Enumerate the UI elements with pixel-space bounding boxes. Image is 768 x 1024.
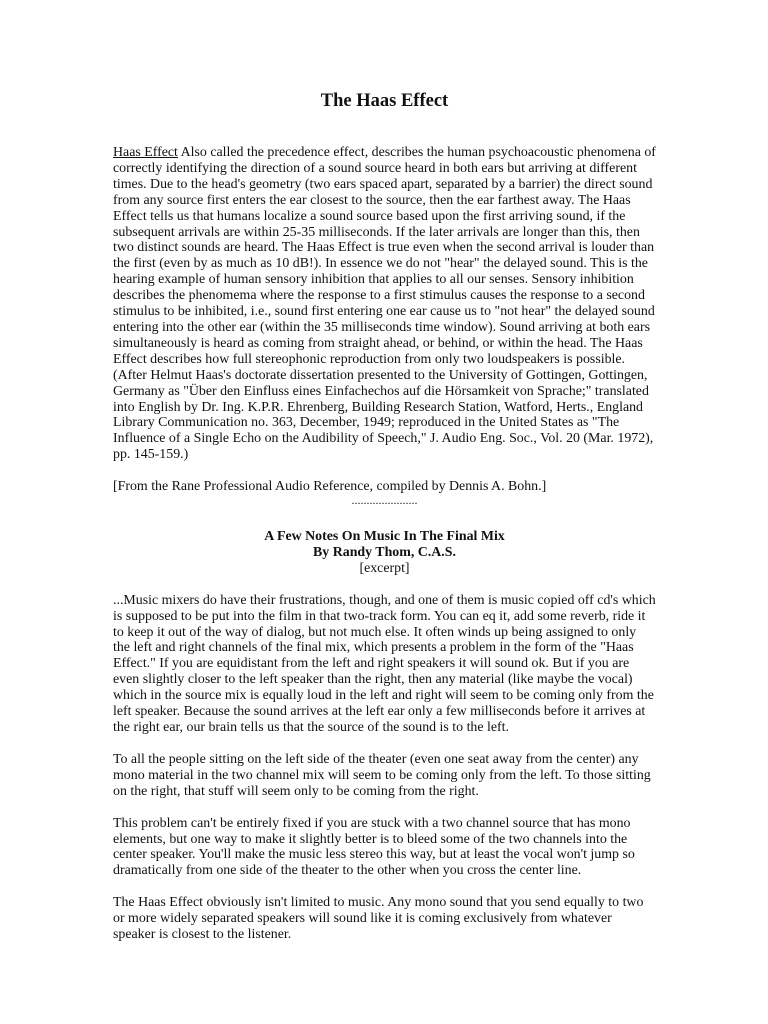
article-paragraph: To all the people sitting on the left side of the theater (even one seat away from the center) any mono material in the two channel mix will seem to be coming only from the left. To those sitting on the right, that stuff will seem only to be coming from the right. xyxy=(113,751,651,799)
intro-body: Also called the precedence effect, describes the human psychoacoustic phenomena of correctly identifying the direction of a sound source heard in both ears but arriving at different times. Due to the head's geometry (two ears spaced apart, separated by a barrier) the direct sound from any source first enters the ear closest to the source, then the ear farthest away. The Haas Effect tells us that humans localize a sound source based upon the first arriving sound, if the subsequent arrivals are within 25-35 milliseconds. If the later arrivals are longer than this, then two distinct sounds are heard. The Haas Effect is true even when the second arrival is louder than the first (even by as much as 10 dB!). In essence we do not "hear" the delayed sound. This is the hearing example of human sensory inhibition that applies to all our senses. Sensory inhibition describes the phenomema where the response to a first stimulus causes the response to a second stimulus to be inhibited, i.e., sound first entering one ear cause us to "not hear" the delayed sound entering into the other ear (within the 35 milliseconds time window). Sound arriving at both ears simultaneously is heard as coming from straight ahead, or behind, or within the head. The Haas Effect describes how full stereophonic reproduction from only two loudspeakers is possible. (After Helmut Haas's doctorate dissertation presented to the University of Gottingen, Gottingen, Germany as "Über den Einfluss eines Einfachechos auf die Hörsamkeit von Sprache;" translated into English by Dr. Ing. K.P.R. Ehrenberg, Building Research Station, Watford, Herts., England Library Communication no. 363, December, 1949; reproduced in the United States as "The Influence of a Single Echo on the Audibility of Speech," J. Audio Eng. Soc., Vol. 20 (Mar. 1972), pp. 145-159.) xyxy=(113,145,656,463)
page-title: The Haas Effect xyxy=(320,91,449,111)
excerpt-label: [excerpt] xyxy=(359,560,410,576)
haas-effect-link[interactable]: Haas Effect xyxy=(113,145,178,160)
article-heading: A Few Notes On Music In The Final Mix xyxy=(264,529,505,545)
article-paragraph: The Haas Effect obviously isn't limited to music. Any mono sound that you send equally to two or more widely separated speakers will sound like it is coming exclusively from whatever speaker is closest to the listener. xyxy=(113,895,644,943)
document-page xyxy=(113,90,656,959)
intro-paragraph xyxy=(113,145,656,463)
article-paragraph: ...Music mixers do have their frustrations, though, and one of them is music copied off cd's which is supposed to be put into the film in that two-track form. You can eq it, add some reverb, ride it to keep it out of the way of dialog, but not much else. It often winds up being assigned to only the left and right channels of the final mix, which presents a problem in the form of the "Haas Effect." If you are equidistant from the left and right speakers it will sound ok. But if you are even slightly closer to the left speaker than the right, then any material (like maybe the vocal) which in the source mix is equally loud in the left and right will seem to be coming only from the left speaker. Because the sound arrives at the left ear only a few milliseconds before it arrives at the right ear, our brain tells us that the source of the sound is to the left. xyxy=(113,592,656,735)
source-note: [From the Rane Professional Audio Reference, compiled by Dennis A. Bohn.] xyxy=(113,479,547,495)
section-separator: ...................... xyxy=(351,493,418,508)
article-paragraph: This problem can't be entirely fixed if you are stuck with a two channel source that has mono elements, but one way to make it slightly better is to bleed some of the two channels into the center speaker. You'll make the music less stereo this way, but at least the vocal won't jump so dramatically from one side of the theater to the other when you cross the center line. xyxy=(113,815,635,879)
article-byline: By Randy Thom, C.A.S. xyxy=(313,544,456,560)
